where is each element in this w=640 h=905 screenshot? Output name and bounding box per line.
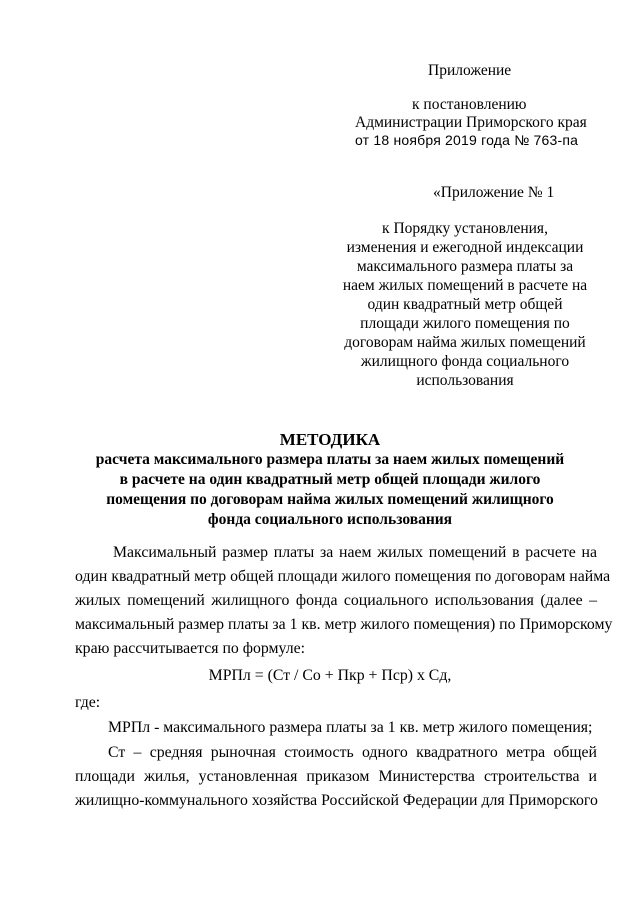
document-subtitle-line: расчета максимального размера платы за наем жилых помещений bbox=[95, 451, 565, 468]
appendix-order-line: наем жилых помещений в расчете на bbox=[342, 277, 588, 294]
appendix-order-line: один квадратный метр общей bbox=[367, 296, 563, 313]
body-line: один квадратный метр общей площади жилого помещения по договорам найма bbox=[75, 568, 611, 585]
appendix-order-ref bbox=[330, 219, 600, 390]
body-line: максимальный размер платы за 1 кв. метр жилого помещения) по Приморскому bbox=[75, 616, 613, 633]
appendix-order-line: площади жилого помещения по bbox=[360, 315, 570, 332]
document-subtitle-line: в расчете на один квадратный метр общей площади жилого bbox=[119, 471, 541, 488]
appendix-order-line: изменения и ежегодной индексации bbox=[346, 239, 584, 256]
appendix-order-line: использования bbox=[416, 372, 514, 389]
body-line: Максимальный размер платы за наем жилых помещений в расчете на bbox=[113, 544, 597, 561]
appendix-order-line: договорам найма жилых помещений bbox=[344, 334, 586, 351]
body-paragraph-2 bbox=[75, 741, 597, 813]
appendix-order-line: к Порядку установления, bbox=[382, 220, 548, 237]
document-title: МЕТОДИКА bbox=[279, 430, 381, 449]
resolution-date-number: от 18 ноября 2019 года № 763-па bbox=[355, 132, 579, 148]
document-subtitle-line: фонда социального использования bbox=[207, 511, 453, 528]
body-line: площади жилья, установленная приказом Министерства строительства и bbox=[75, 768, 597, 785]
body-line: краю рассчитывается по формуле: bbox=[75, 640, 306, 657]
resolution-ref: к постановлению bbox=[412, 96, 527, 113]
where-label: где: bbox=[75, 694, 101, 711]
body-line: жилых помещений жилищного фонда социального использования (далее – bbox=[75, 592, 597, 609]
appendix-order-line: максимального размера платы за bbox=[356, 258, 574, 275]
appendix-number: «Приложение № 1 bbox=[433, 184, 555, 201]
formula: МРПл = (Ст / Со + Пкр + Пср) х Сд, bbox=[208, 667, 452, 684]
document-heading bbox=[0, 430, 640, 530]
administration-name: Администрации Приморского края bbox=[355, 114, 587, 131]
body-line: жилищно-коммунального хозяйства Российской Федерации для Приморского bbox=[75, 792, 598, 809]
document-subtitle-line: помещения по договорам найма жилых помещений жилищного bbox=[106, 491, 554, 508]
body-paragraph-1 bbox=[75, 541, 613, 661]
appendix-order-line: жилищного фонда социального bbox=[360, 353, 570, 370]
body-line: Ст – средняя рыночная стоимость одного квадратного метра общей bbox=[108, 744, 597, 761]
appendix-label: Приложение bbox=[428, 62, 512, 79]
definition-mrpl: МРПл - максимального размера платы за 1 кв. метр жилого помещения; bbox=[108, 719, 593, 736]
